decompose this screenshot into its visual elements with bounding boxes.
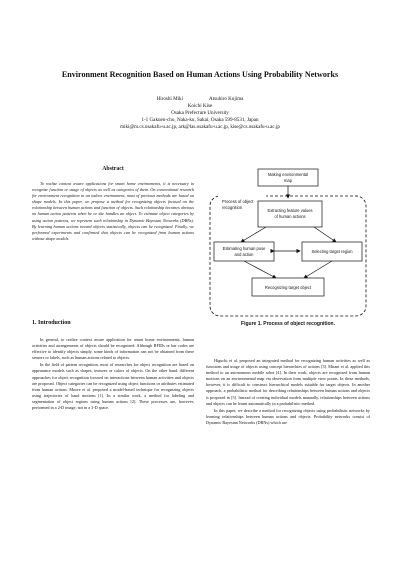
box-making-map-label: Making environmental [267, 172, 309, 177]
abstract-paragraph: To realize context aware applications for smart home environments, it is necessary to recognize function or usage of objects as well as categories of them. On conventional research for environment recognition in an indoor environment, most of previous methods are based on shape models. In this paper, we propose a method for recognizing objects focused on the relationship between human actions and function of objects. Such relationship becomes obvious on human action patterns when he or she handles an object. To estimate object categories by using action patterns, we represent such relationship in Dynamic Bayesian Networks (DBNs). By learning human actions toward objects statistically, objects can be recognized. Finally, we performed experiments and confirmed that objects can be recognized from human actions without shape models. [32, 181, 194, 241]
figure-caption: Figure 1. Process of object recognition. [241, 321, 335, 327]
box-estimate-pose-label: Estimating human pose [222, 246, 266, 251]
box-extract-features-label: of human actions [274, 214, 306, 219]
box-select-region-label: Selecting target region [311, 249, 353, 254]
arrow [244, 261, 276, 278]
box-estimate-pose-label: and action [234, 252, 254, 257]
box-making-map-label: map [284, 178, 292, 183]
box-extract-features-label: Extracting feature values [267, 208, 313, 213]
introduction-heading: 1. Introduction [32, 320, 71, 326]
arrow [314, 227, 336, 242]
paper-title: Environment Recognition Based on Human Actions Using Probability Networks [61, 70, 339, 79]
arrow [304, 261, 332, 278]
affiliation: Osaka Prefecture University [171, 110, 229, 116]
dashed-label: Process of object [222, 199, 254, 204]
body-paragraph: In the field of pattern recognition, most of researches for object recognition are based on appearance models such as shapes, textures or colors of objects. On the other hand, different approaches for object recognition focused on interactions between human activities and objects are proposed. Object categories can be recognized using object functions or attributes estimated from human actions. Moore et al. proposed a model-based technique for recognizing objects using trajectories of hand motions [1]. In a similar work, a method for labeling and segmentation of object regions using human actions [2]. These processes are, however, performed in a 2-D image, not in a 3-D space. [32, 362, 194, 411]
author-name: Koichi Kise [187, 103, 213, 109]
author-emails: miki@m.cs.osakafu-u.ac.jp, ark@las.osakafu-u.ac.jp, kise@cs.osakafu-u.ac.jp [120, 124, 280, 130]
right-column-body [206, 358, 370, 426]
introduction-body [32, 337, 194, 411]
author-name: Atsuhiro Kojima [209, 96, 244, 102]
dashed-label: recognition [222, 205, 243, 210]
address: 1-1 Gakuen-cho, Naka-ku, Sakai, Osaka 599-8531, Japan [141, 117, 259, 123]
arrow [241, 227, 266, 242]
body-paragraph: In this paper, we describe a method for recognizing objects using probabilistic networks by learning relationships between human actions and objects. Probability networks consist of Dynamic Bayesian Networks (DBNs) which are [206, 407, 370, 425]
body-paragraph: In general, to realize context aware application for smart home environments, human activities and arrangements of objects should be recognized. Although RFIDs or bar codes are effective to identify objects simply, some kinds of information can not be obtained from these sensors or labels, such as human actions related to objects. [32, 337, 194, 361]
abstract-heading: Abstract [102, 166, 124, 172]
box-recognize-object-label: Recognizing target object [264, 285, 312, 290]
process-diagram [206, 160, 370, 332]
author-line [0, 96, 400, 103]
body-paragraph: Higuchi et al. proposed an integrated method for recognizing human activities as well as functions and usage of objects using concept hierarchies of actions [3]. Mitani et al. applied this method to an autonomous mobile robot [4]. In their work, objects are recognized from human motions on an environmental map via observation from multiple view points. In these methods, however, it is difficult to construct hierarchical models suitable for target objects. In another approach, a probabilistic method for describing relationships between human actions and objects is proposed in [5]. Instead of creating individual models manually, relationships between actions and objects can be learnt automatically in a probabilistic method. [206, 358, 370, 406]
author-name: Hiroshi Miki [156, 96, 184, 102]
abstract-text [32, 181, 194, 242]
